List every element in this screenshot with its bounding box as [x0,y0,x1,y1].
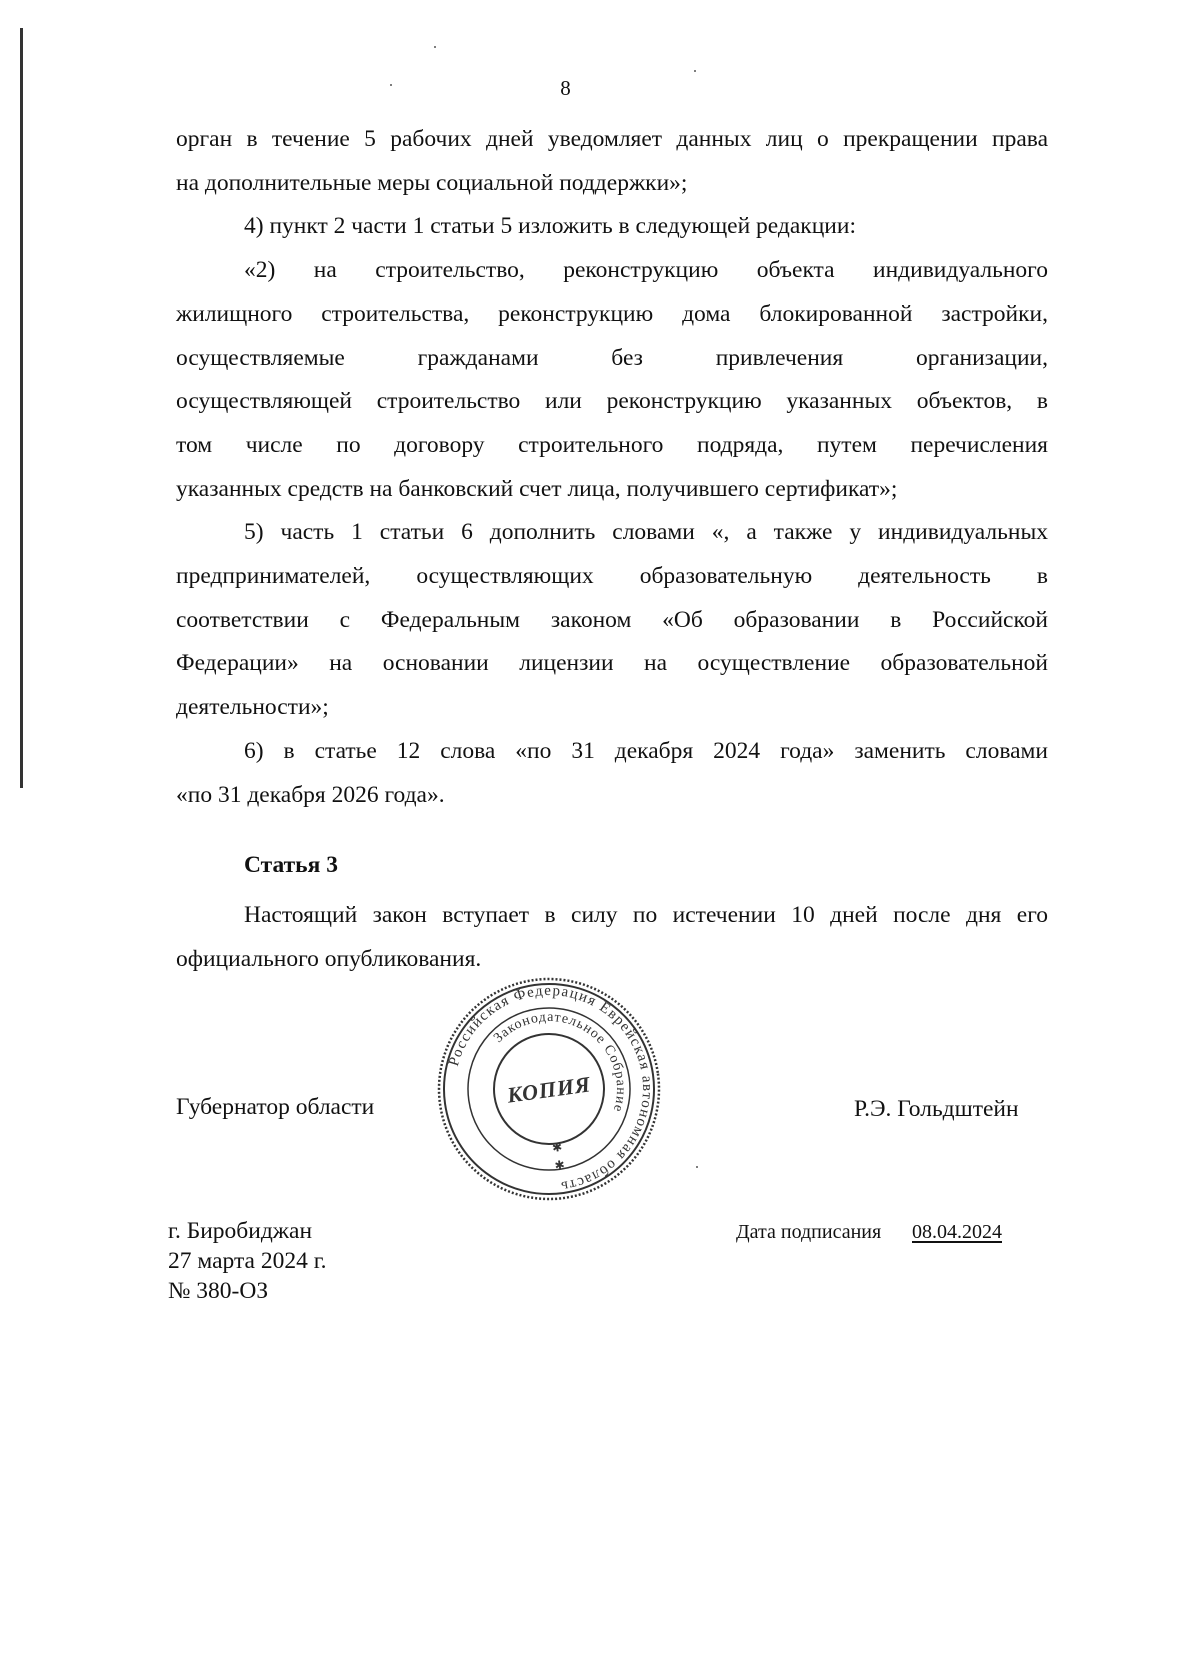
stamp-outer-text: Российская Федерация Еврейская автономная область [446,982,656,1195]
scan-speck [694,70,696,72]
stamp-star-icon: ✱ [551,1139,564,1156]
stamp-star-icon: ✱ [553,1157,566,1173]
body-line: на дополнительные меры социальной поддержки»; [176,169,688,196]
body-line: соответствии с Федеральным законом «Об образовании в Российской [176,606,1048,633]
body-line: орган в течение 5 рабочих дней уведомляет данных лиц о прекращении права [176,126,1048,152]
document-date: 27 марта 2024 г. [168,1248,327,1274]
article-heading: Статья 3 [244,852,338,878]
official-stamp [421,961,676,1216]
scan-edge-line [20,28,23,788]
body-line: 5) часть 1 статьи 6 дополнить словами «, а также у индивидуальных [244,519,1048,546]
body-line: «по 31 декабря 2026 года». [176,781,445,808]
body-line: осуществляющей строительство или реконструкцию указанных объектов, в [176,388,1048,415]
body-line: жилищного строительства, реконструкцию дома блокированной застройки, [176,300,1048,327]
body-line: «2) на строительство, реконструкцию объекта индивидуального [244,257,1048,284]
body-line: 6) в статье 12 слова «по 31 декабря 2024 года» заменить словами [244,737,1048,764]
signatory-name: Р.Э. Гольдштейн [854,1096,1019,1122]
body-line: осуществляемые гражданами без привлечения организации, [176,344,1048,371]
body-line: указанных средств на банковский счет лица, получившего сертификат»; [176,475,898,502]
body-line: том числе по договору строительного подряда, путем перечисления [176,431,1048,458]
stamp-center-text: КОПИЯ [505,1071,593,1108]
scan-speck [696,1166,698,1168]
body-line: Федерации» на основании лицензии на осуществление образовательной [176,650,1048,677]
body-line: 4) пункт 2 части 1 статьи 5 изложить в следующей редакции: [244,213,856,240]
article-line: Настоящий закон вступает в силу по истечении 10 дней после дня его [244,902,1048,928]
signing-date-label: Дата подписания [736,1221,882,1243]
scan-speck [434,46,436,48]
document-body [176,118,1048,817]
law-number: № 380-ОЗ [168,1278,269,1304]
body-line: предпринимателей, осуществляющих образовательную деятельность в [176,563,1048,590]
stamp-inner-text: Законодательное Собрание [491,1009,629,1115]
body-line: деятельности»; [176,694,329,721]
article-line: официального опубликования. [176,945,482,972]
signing-date-value: 08.04.2024 [912,1221,1002,1243]
document-city: г. Биробиджан [168,1218,313,1244]
page-number: 8 [560,76,571,100]
signatory-title: Губернатор области [176,1094,375,1120]
